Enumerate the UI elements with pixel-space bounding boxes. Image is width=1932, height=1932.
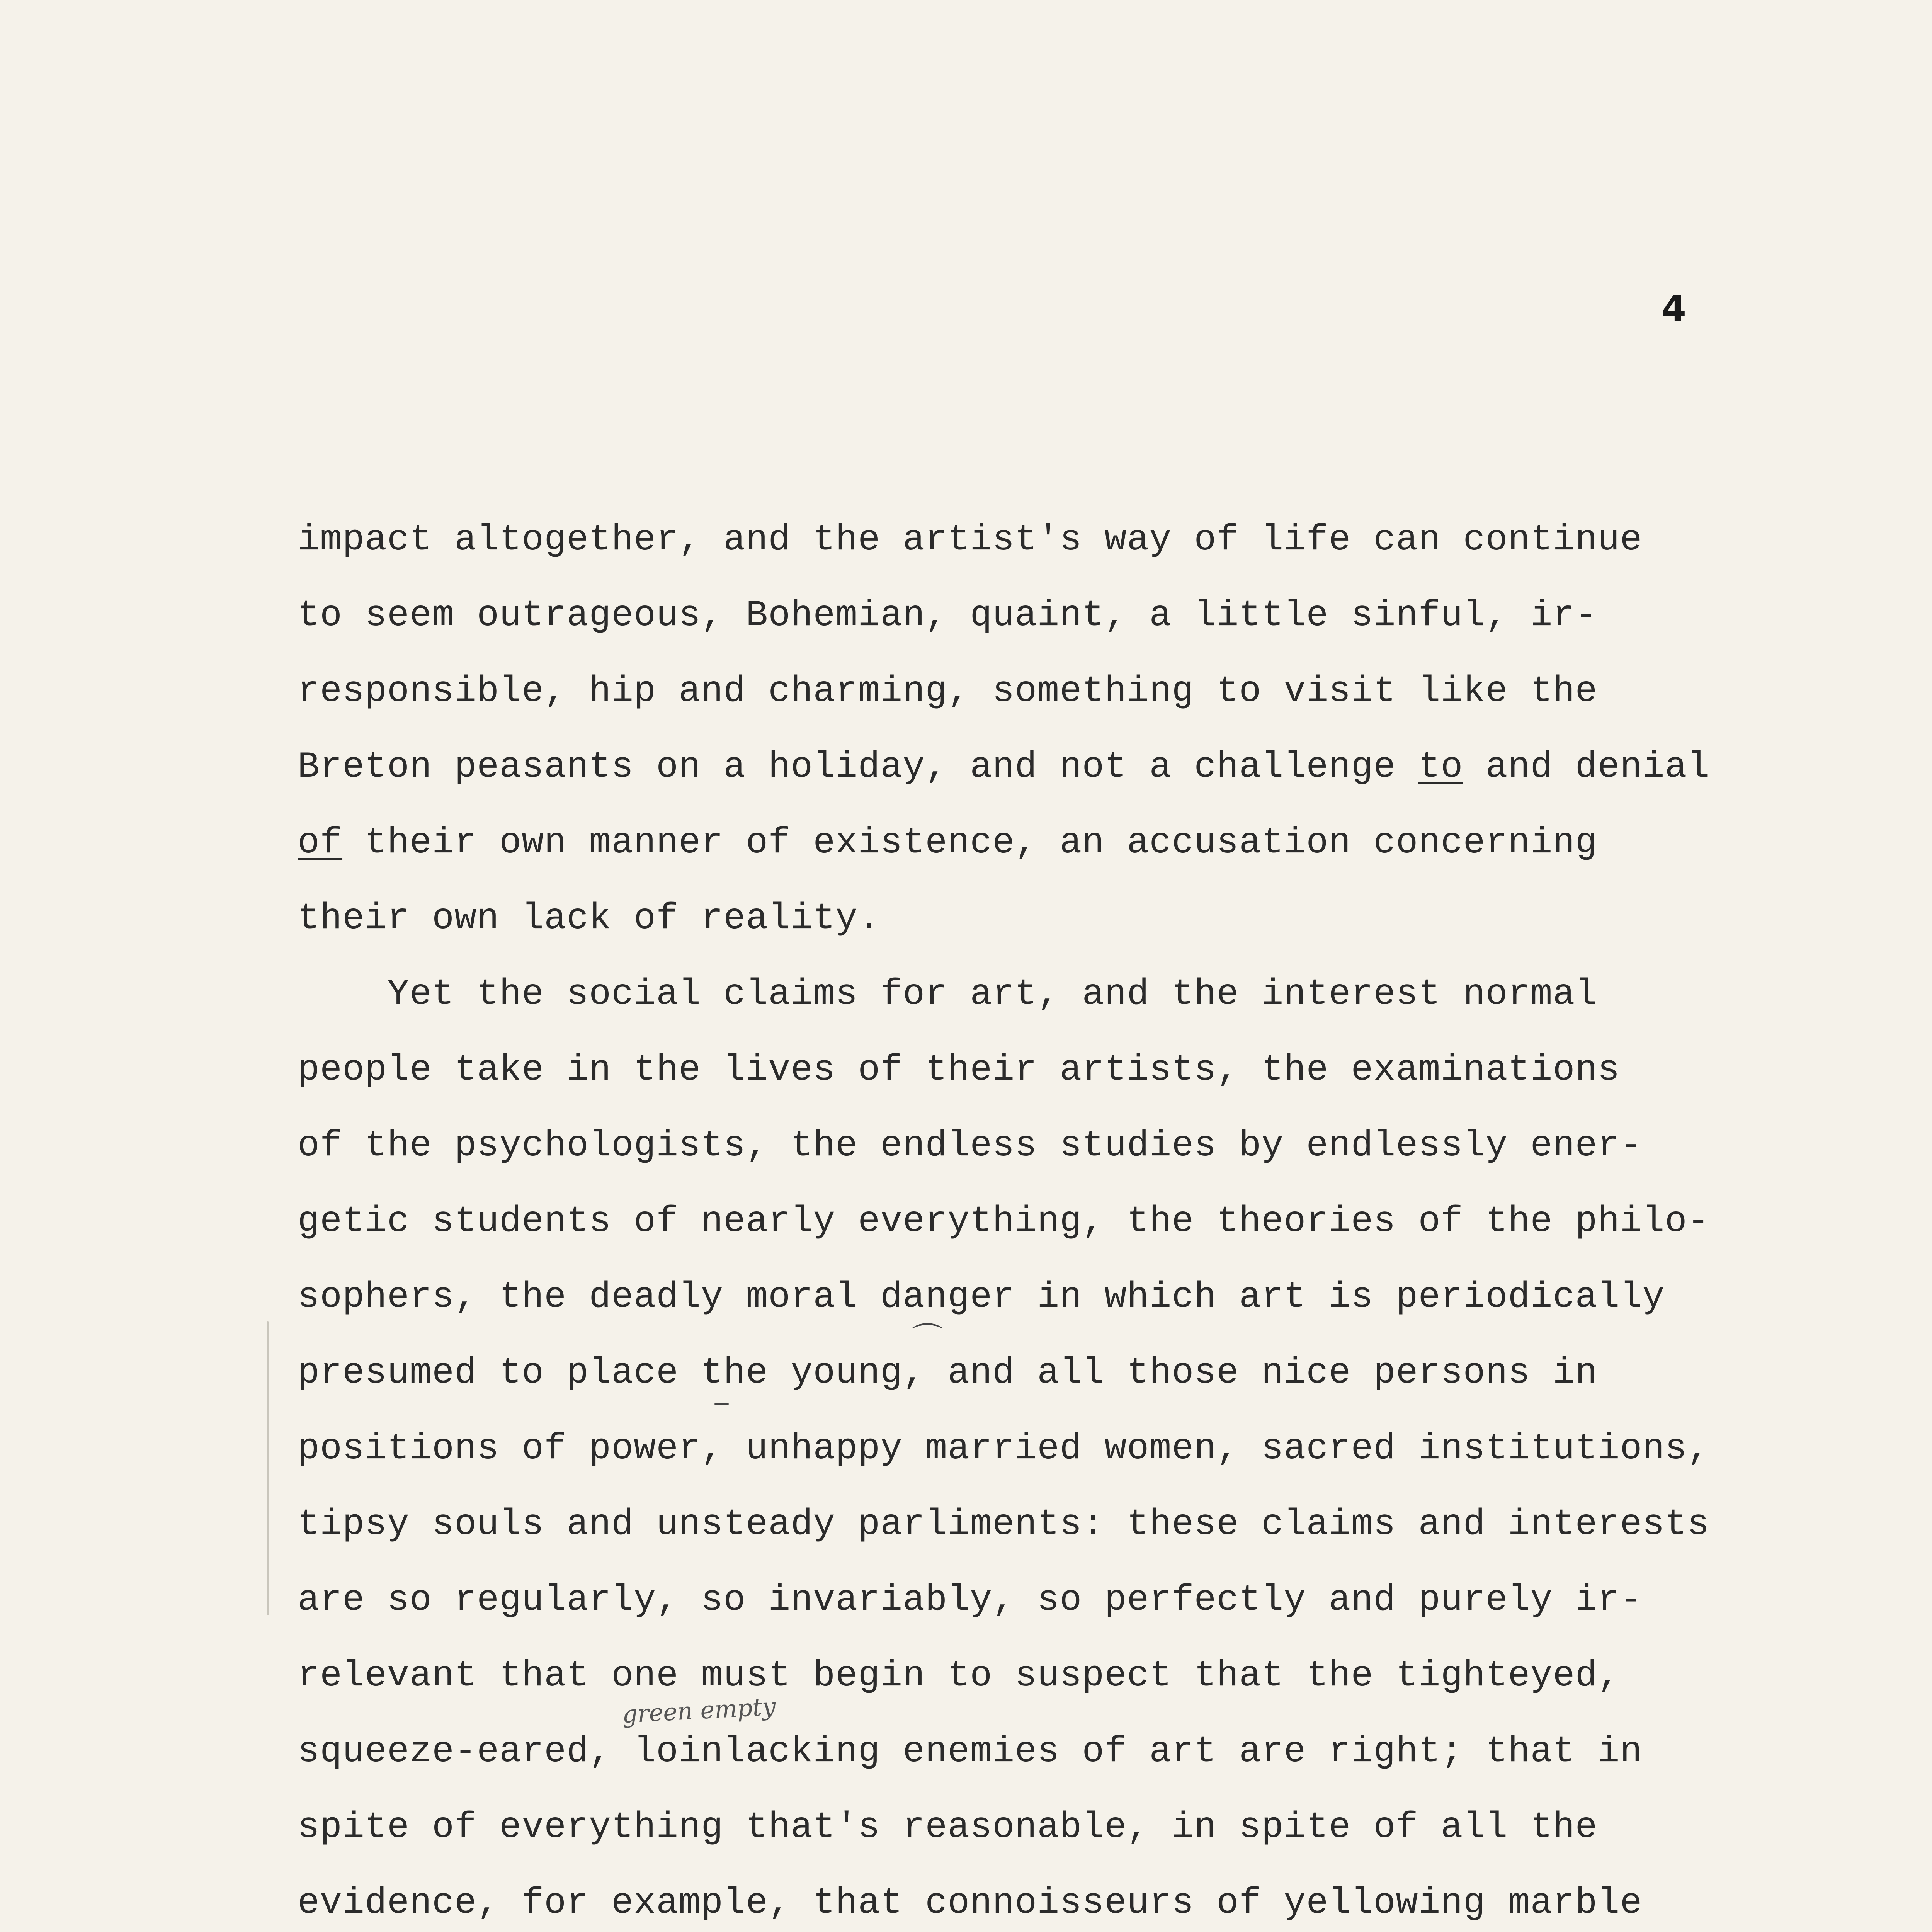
text-line (298, 1806, 1598, 1848)
text-line (298, 973, 1598, 1015)
text-line-segment: responsible, hip and charming, something to visit like the (298, 670, 1598, 712)
text-line-segment: people take in the lives of their artists, the examinations (298, 1049, 1620, 1091)
text-line-segment: tipsy souls and unsteady parliments: these claims and interests (298, 1503, 1710, 1545)
text-line (298, 1049, 1620, 1091)
text-line (298, 822, 1598, 864)
text-line-segment: of the psychologists, the endless studies by endlessly ener- (298, 1125, 1643, 1167)
text-line-segment: relevant that one must begin to suspect that the tighteyed, (298, 1655, 1620, 1697)
page-number: 4 (1662, 288, 1687, 329)
text-line (298, 1203, 1710, 1240)
underlined-word: of (298, 822, 343, 864)
text-line-segment: sophers, the deadly moral danger in which art is periodically (298, 1276, 1665, 1318)
text-line-segment: squeeze-eared, loinlacking enemies of art are right; that in (298, 1731, 1643, 1772)
handwritten-annotation: green empty (621, 1692, 777, 1729)
text-line (298, 1579, 1643, 1621)
text-line (298, 1733, 1643, 1770)
text-line (298, 1125, 1643, 1167)
text-line (298, 670, 1598, 712)
text-line-segment: spite of everything that's reasonable, in spite of all the (298, 1806, 1598, 1848)
text-line (298, 1276, 1665, 1318)
text-line (298, 1503, 1710, 1545)
text-line (298, 1882, 1643, 1924)
margin-pencil-line (267, 1321, 269, 1615)
text-line (298, 597, 1598, 634)
text-line (298, 746, 1710, 788)
insertion-caret-mark: ⌒ (912, 1321, 943, 1357)
underlined-word: to (1418, 746, 1463, 788)
text-line-segment: Breton peasants on a holiday, and not a challenge (298, 746, 1418, 788)
text-line-segment: positions of power, unhappy married women, sacred institutions, (298, 1428, 1710, 1469)
text-line-segment: and denial (1463, 746, 1710, 788)
text-line-segment: presumed to place the young, and all those nice persons in (298, 1352, 1598, 1394)
text-line (298, 900, 880, 937)
text-line (298, 1352, 1598, 1394)
text-line-segment: getic students of nearly everything, the theories of the philo- (298, 1201, 1710, 1242)
text-line (298, 1430, 1710, 1467)
insertion-dash-mark: ‾ (715, 1399, 728, 1430)
text-line (298, 519, 1643, 561)
text-line-segment: impact altogether, and the artist's way of life can continue (298, 519, 1643, 561)
text-line (298, 1655, 1620, 1697)
text-line-segment: evidence, for example, that connoisseurs of yellowing marble (298, 1882, 1643, 1924)
text-line-segment: their own lack of reality. (298, 898, 881, 939)
text-line-segment: their own manner of existence, an accusation concerning (342, 822, 1598, 864)
text-line-segment: to seem outrageous, Bohemian, quaint, a little sinful, ir- (298, 595, 1598, 636)
text-line-segment: Yet the social claims for art, and the interest normal (298, 973, 1598, 1015)
text-line-segment: are so regularly, so invariably, so perfectly and purely ir- (298, 1579, 1643, 1621)
